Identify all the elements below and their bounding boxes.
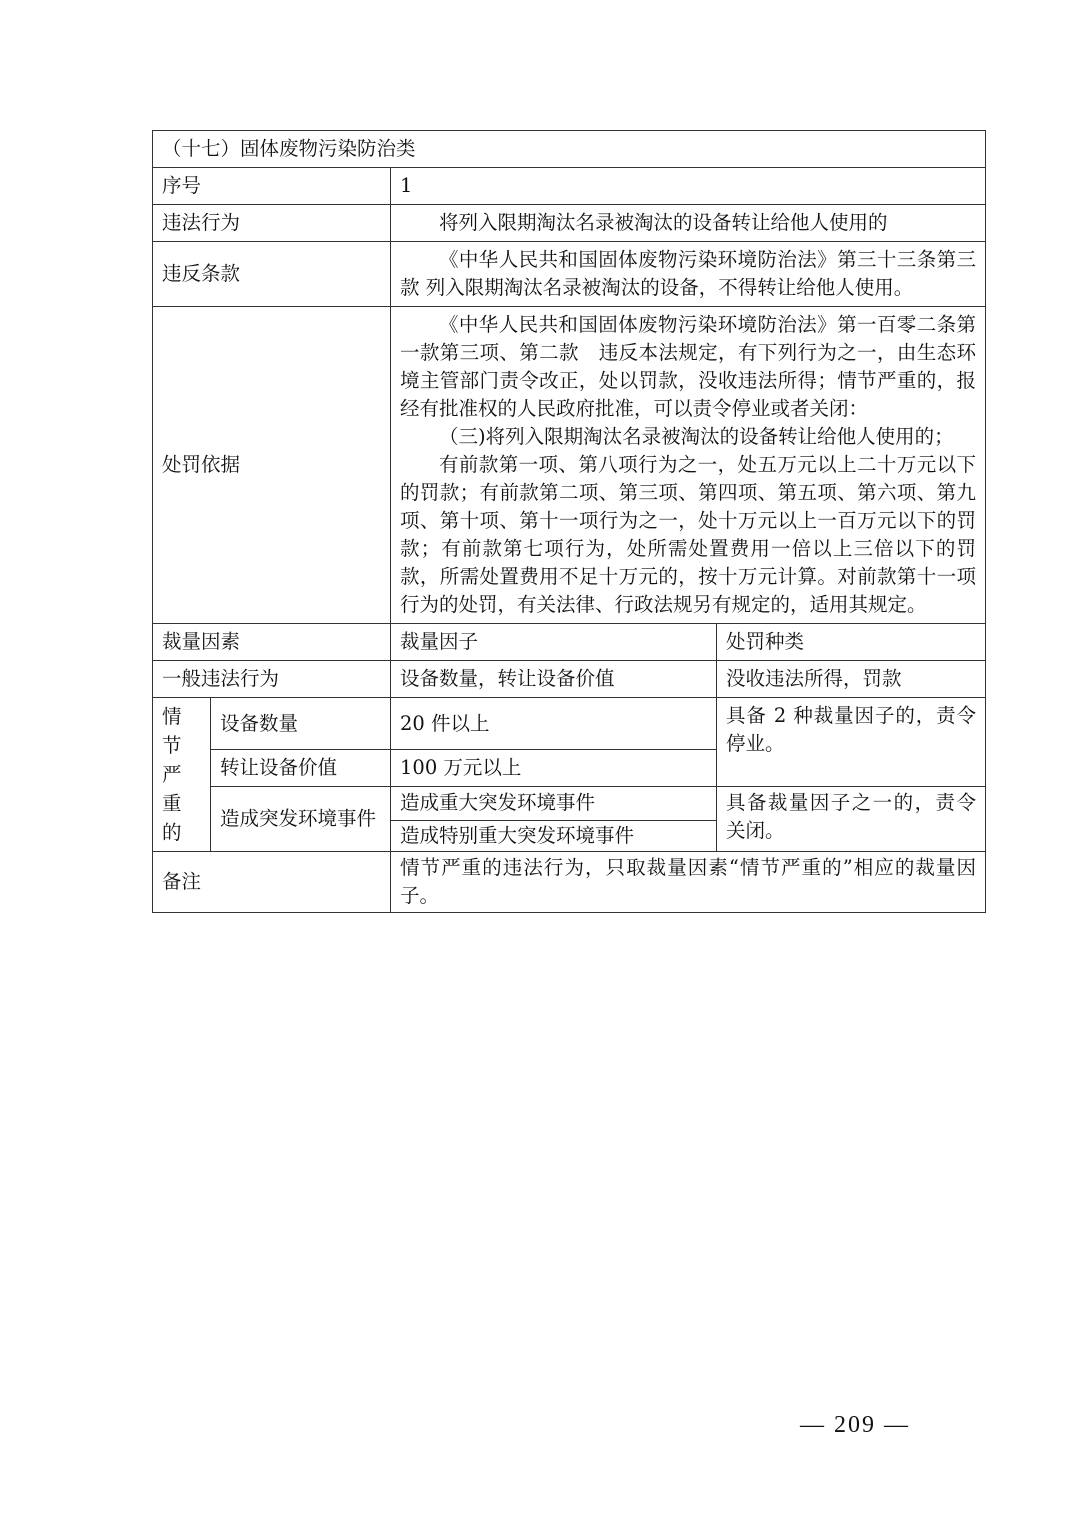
violation-label: 违法行为	[153, 205, 391, 242]
basis-paragraph: （三)将列入限期淘汰名录被淘汰的设备转让给他人使用的；	[439, 425, 954, 448]
penalty-table	[152, 130, 986, 913]
serial-label: 序号	[153, 168, 391, 205]
page-number: — 209 —	[800, 1412, 910, 1438]
remark-label: 备注	[153, 852, 391, 913]
penalty-type-header: 处罚种类	[717, 624, 986, 661]
clause-value: 《中华人民共和国固体废物污染环境防治法》第三十三条第三款 列入限期淘汰名录被淘汰的设备，不得转让给他人使用。	[391, 242, 986, 307]
serious-item-name: 设备数量	[211, 698, 391, 750]
serious-item-factor: 100 万元以上	[391, 750, 717, 787]
serious-item-name: 造成突发环境事件	[211, 787, 391, 852]
serious-item-factor: 造成重大突发环境事件	[391, 787, 717, 821]
serious-penalty-b: 具备裁量因子之一的，责令关闭。	[717, 787, 986, 852]
serial-value: 1	[391, 168, 986, 205]
section-title: （十七）固体废物污染防治类	[153, 131, 986, 168]
violation-value: 将列入限期淘汰名录被淘汰的设备转让给他人使用的	[391, 205, 986, 242]
serious-item-factor: 20 件以上	[391, 698, 717, 750]
serious-penalty-a: 具备 2 种裁量因子的，责令停业。	[717, 698, 986, 787]
serious-label: 情 节 严 重 的	[153, 698, 211, 852]
basis-paragraph: 《中华人民共和国固体废物污染环境防治法》第一百零二条第一款第三项、第二款 违反本法规定，有下列行为之一，由生态环境主管部门责令改正，处以罚款，没收违法所得；情节严重的，报经有批准权的人民政府批准，可以责令停业或者关闭：	[400, 313, 977, 420]
discretion-subfactor-header: 裁量因子	[391, 624, 717, 661]
general-penalty: 没收违法所得，罚款	[717, 661, 986, 698]
remark-value: 情节严重的违法行为，只取裁量因素“情节严重的”相应的裁量因子。	[391, 852, 986, 913]
basis-content	[391, 307, 986, 624]
basis-label: 处罚依据	[153, 307, 391, 624]
serious-item-factor: 造成特别重大突发环境事件	[391, 820, 717, 852]
general-factor: 设备数量，转让设备价值	[391, 661, 717, 698]
clause-label: 违反条款	[153, 242, 391, 307]
general-label: 一般违法行为	[153, 661, 391, 698]
basis-paragraph: 有前款第一项、第八项行为之一，处五万元以上二十万元以下的罚款；有前款第二项、第三项、第四项、第五项、第六项、第九项、第十项、第十一项行为之一，处十万元以上一百万元以下的罚款；有前款第七项行为，处所需处置费用一倍以上三倍以下的罚款，所需处置费用不足十万元的，按十万元计算。对前款第十一项行为的处罚，有关法律、行政法规另有规定的，适用其规定。	[400, 453, 977, 616]
discretion-factor-header: 裁量因素	[153, 624, 391, 661]
serious-item-name: 转让设备价值	[211, 750, 391, 787]
